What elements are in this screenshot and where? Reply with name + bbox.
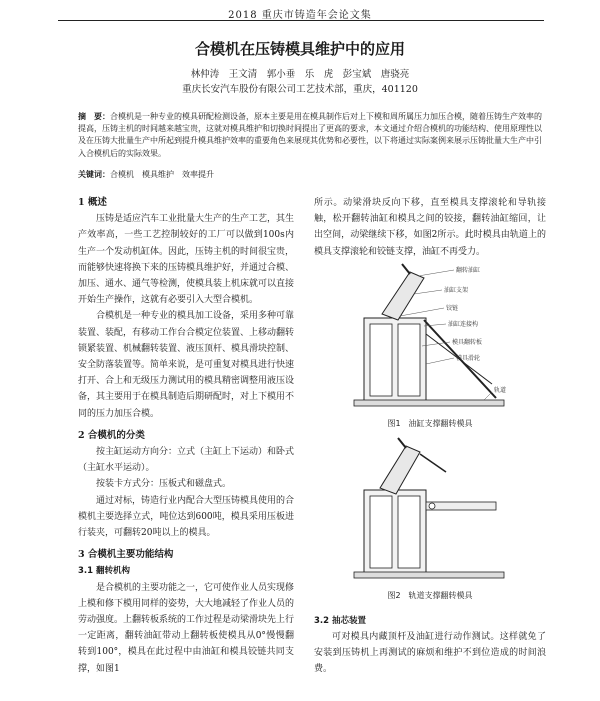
keywords (78, 169, 544, 180)
abstract-label: 摘 要： (78, 111, 110, 121)
cylinder-top (402, 264, 410, 274)
figure-1-diagram (314, 260, 546, 410)
press-column (370, 324, 392, 396)
fig1-label-7: 轨道 (494, 386, 507, 394)
keywords-text: 合模机 模具维护 效率提升 (110, 170, 214, 179)
fig1-label-2: 油缸支架 (444, 286, 469, 294)
section-3-1-heading: 3.1 翻转机构 (78, 566, 131, 577)
section-1-paragraph-2: 合模机是一种专业的模具加工设备，采用多种可靠装置、装配，有移动工作台合模定位装置、上移动翻转锁紧装置、机械翻转装置、液压顶杆、模具滑块控制、安全防落装置等。简单来说，是可重复对模具进行快速打开、合上和无级压力测试用的模具精密调整用液压设备，其主要用于在模具制造后期研配时，对上下模用不同的压力加压合模。 (78, 311, 295, 419)
paper-title: 合模机在压铸模具维护中的应用 (194, 40, 405, 58)
section-3-2-heading: 3.2 抽芯装置 (314, 615, 367, 626)
section-3-1-paragraph: 是合模机的主要功能之一，它可使作业人员实现修上模和修下模用同样的姿势，大大地减轻了作业人员的劳动强度。上翻转板系统的工作过程是动梁滑块先上行一定距离，翻转油缸带动上翻转板使模具从0°慢慢翻转到100°，模具在此过程中由油缸和模具铰链共同支撑，如图1 (78, 582, 295, 674)
section-3-1-continued: 所示。动梁滑块反向下移，直至模具支撑滚轮和导轨接触，松开翻转油缸和模具之间的铰接，翻转油缸缩回，让出空间，动梁继续下移，如图2所示。此时模具由轨道上的模具支撑滚轮和铰链支撑，油缸不再受力。 (314, 198, 546, 257)
authors: 林仲涛 王文清 郭小垂 乐 虎 彭宝斌 唐骁亮 (190, 69, 410, 80)
abstract-text: 合模机是一种专业的模具研配检测设备，原本主要是用在模具制作后对上下模和周所属压力加压合模，随着压铸生产效率的提高，压铸主机的时间越来越宝贵，这就对模具维护和切换时间提出了更高的要求，本文通过介绍合模机的功能结构、使用原理性以及在压铸大批量生产中所起到提升模具维护效率的重要角色来展现其优势和必要性，以下将通过实际案例来展示压铸批量大生产中引入合模机后的实际效果。 (78, 112, 542, 158)
header-rule (58, 20, 544, 21)
press-column-2 (398, 324, 420, 396)
base-rail (354, 572, 504, 578)
section-3-2-paragraph: 可对模具内藏顶杆及油缸进行动作测试。这样就免了安装到压铸机上再测试的麻烦和维护不到位造成的时间浪费。 (314, 631, 546, 675)
support-roller (429, 503, 435, 509)
keywords-label: 关键词： (78, 169, 110, 179)
figure-2-diagram (314, 432, 546, 582)
press-column-2 (398, 496, 420, 568)
cylinder-top (398, 438, 406, 448)
fig1-label-3: 铰链 (446, 304, 459, 312)
support-track (426, 502, 496, 510)
retracted-cylinder (420, 454, 446, 472)
section-2-item-2: 按装卡方式分：压板式和磁盘式。 (96, 479, 232, 490)
right-column (314, 195, 546, 677)
section-1-paragraph-1: 压铸是适应汽车工业批量大生产的生产工艺，其生产效率高，一些工艺控制较好的工厂可以做到100s内生产一个发动机缸体。因此，压铸主机的时间很宝贵，而能够快速将换下来的压铸模具维护好，并通过合模、加压、通水、通气等检测，使模具装上机床就可以直接开始生产操作，这就有必要引入大型合模机。 (78, 214, 295, 306)
fig1-label-6: 模具滑轮 (456, 354, 481, 362)
section-3-heading: 3 合模机主要功能结构 (78, 549, 174, 561)
figure-1-caption: 图1 油缸支撑翻转模具 (387, 419, 473, 429)
section-2-paragraph-3: 通过对标，铸造行业内配合大型压铸模具使用的合模机主要选择立式，吨位达到600吨，模具采用压板进行装夹，可翻转20吨以上的模具。 (78, 495, 295, 539)
press-column (370, 496, 392, 568)
left-column (78, 195, 294, 677)
abstract (78, 110, 544, 160)
section-2-item-1: 按主缸运动方向分：立式（主缸上下运动）和卧式（主缸水平运动）。 (78, 447, 295, 474)
base-rail (354, 400, 504, 406)
running-header: 2018 重庆市铸造年会论文集 (228, 10, 372, 21)
flip-plate (380, 446, 420, 494)
affiliation: 重庆长安汽车股份有限公司工艺技术部，重庆，401120 (182, 84, 418, 95)
fig1-label-1: 翻转油缸 (456, 266, 481, 274)
section-2-heading: 2 合模机的分类 (78, 429, 145, 441)
fig1-label-5: 模具翻转板 (452, 338, 483, 346)
section-1-heading: 1 概述 (78, 197, 107, 208)
figure-2-caption: 图2 轨道支撑翻转模具 (387, 591, 473, 601)
fig1-label-4: 油缸连接构 (448, 320, 479, 328)
